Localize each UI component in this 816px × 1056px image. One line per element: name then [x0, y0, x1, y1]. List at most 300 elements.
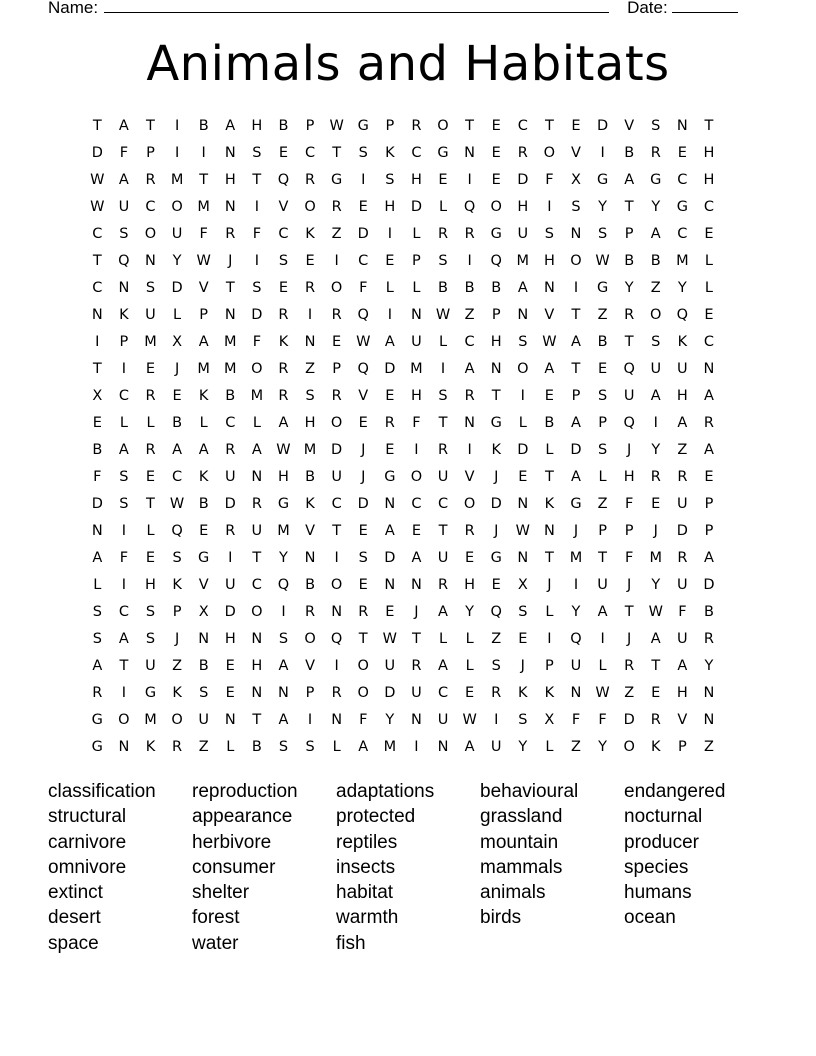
grid-letter[interactable]: F [678, 604, 687, 620]
grid-letter[interactable]: D [224, 604, 236, 620]
grid-letter[interactable]: W [90, 199, 105, 215]
grid-letter[interactable]: B [198, 658, 209, 674]
grid-letter[interactable]: S [252, 280, 262, 296]
grid-letter[interactable]: N [145, 253, 156, 269]
grid-letter[interactable]: W [196, 253, 211, 269]
grid-letter[interactable]: C [278, 226, 289, 242]
grid-letter[interactable]: M [144, 712, 157, 728]
grid-letter[interactable]: L [704, 253, 713, 269]
grid-letter[interactable]: N [464, 145, 476, 161]
grid-letter[interactable]: I [494, 712, 499, 728]
grid-letter[interactable]: I [281, 604, 286, 620]
grid-letter[interactable]: H [543, 253, 555, 269]
grid-letter[interactable]: B [251, 739, 262, 755]
grid-letter[interactable]: I [547, 199, 552, 215]
grid-letter[interactable]: G [357, 118, 369, 134]
grid-letter[interactable]: N [251, 685, 263, 701]
grid-letter[interactable]: R [464, 523, 475, 539]
grid-letter[interactable]: I [440, 361, 446, 377]
grid-letter[interactable]: D [384, 361, 396, 377]
grid-letter[interactable]: X [544, 712, 555, 728]
grid-letter[interactable]: M [410, 361, 423, 377]
grid-letter[interactable]: E [225, 685, 235, 701]
grid-letter[interactable]: R [437, 442, 449, 458]
grid-letter[interactable]: M [144, 334, 157, 350]
grid-letter[interactable]: R [145, 388, 156, 404]
grid-letter[interactable]: D [357, 496, 369, 512]
grid-letter[interactable]: L [598, 658, 607, 674]
grid-letter[interactable]: N [304, 550, 316, 566]
grid-letter[interactable]: S [518, 712, 528, 728]
grid-letter[interactable]: G [144, 685, 157, 701]
grid-letter[interactable]: T [544, 118, 554, 134]
grid-letter[interactable]: Y [677, 280, 687, 296]
grid-letter[interactable]: P [412, 253, 421, 269]
grid-letter[interactable]: F [412, 415, 421, 431]
grid-letter[interactable]: T [544, 550, 554, 566]
grid-letter[interactable]: O [330, 577, 343, 593]
grid-letter[interactable]: L [93, 577, 102, 593]
grid-letter[interactable]: U [677, 361, 688, 377]
grid-letter[interactable]: E [704, 307, 714, 323]
grid-letter[interactable]: D [91, 145, 103, 161]
grid-letter[interactable]: A [118, 172, 129, 188]
grid-letter[interactable]: S [172, 550, 182, 566]
grid-letter[interactable]: K [145, 739, 156, 755]
grid-letter[interactable]: N [118, 739, 130, 755]
grid-letter[interactable]: I [600, 631, 605, 647]
grid-letter[interactable]: Z [305, 361, 316, 377]
grid-letter[interactable]: T [358, 631, 368, 647]
grid-letter[interactable]: A [677, 415, 688, 431]
grid-letter[interactable]: Z [650, 280, 661, 296]
grid-letter[interactable]: S [199, 685, 209, 701]
grid-letter[interactable]: R [411, 118, 422, 134]
grid-letter[interactable]: S [145, 604, 156, 620]
grid-letter[interactable]: R [145, 172, 156, 188]
grid-letter[interactable]: T [704, 118, 714, 134]
grid-letter[interactable]: P [332, 361, 342, 377]
grid-letter[interactable]: Q [277, 577, 290, 593]
grid-letter[interactable]: S [119, 226, 129, 242]
grid-letter[interactable]: I [361, 172, 366, 188]
grid-letter[interactable]: E [385, 604, 395, 620]
grid-letter[interactable]: P [305, 685, 315, 701]
grid-letter[interactable]: J [547, 577, 552, 593]
grid-letter[interactable]: A [411, 550, 422, 566]
grid-letter[interactable]: T [225, 280, 235, 296]
grid-letter[interactable]: B [305, 577, 316, 593]
grid-letter[interactable]: I [254, 199, 259, 215]
grid-letter[interactable]: E [571, 118, 581, 134]
grid-letter[interactable]: U [677, 577, 688, 593]
grid-letter[interactable]: D [224, 496, 236, 512]
grid-letter[interactable]: A [92, 550, 103, 566]
grid-letter[interactable]: F [359, 712, 368, 728]
grid-letter[interactable]: S [438, 253, 448, 269]
grid-letter[interactable]: E [465, 685, 475, 701]
grid-letter[interactable]: T [119, 658, 129, 674]
grid-letter[interactable]: A [92, 658, 103, 674]
grid-letter[interactable]: C [92, 226, 103, 242]
grid-letter[interactable]: K [172, 577, 182, 593]
grid-letter[interactable]: B [464, 280, 475, 296]
grid-letter[interactable]: Y [598, 199, 607, 215]
grid-letter[interactable]: J [494, 469, 499, 485]
grid-letter[interactable]: D [490, 496, 502, 512]
grid-letter[interactable]: P [598, 415, 607, 431]
grid-letter[interactable]: S [597, 226, 608, 242]
grid-letter[interactable]: T [598, 550, 607, 566]
grid-letter[interactable]: T [199, 172, 209, 188]
grid-letter[interactable]: X [198, 604, 209, 620]
grid-letter[interactable]: R [225, 523, 236, 539]
grid-letter[interactable]: J [627, 631, 632, 647]
grid-letter[interactable]: I [467, 253, 472, 269]
grid-letter[interactable]: M [224, 334, 237, 350]
grid-letter[interactable]: R [251, 496, 262, 512]
grid-letter[interactable]: P [571, 388, 581, 404]
grid-letter[interactable]: S [597, 388, 608, 404]
grid-letter[interactable]: T [146, 496, 155, 512]
grid-letter[interactable]: J [228, 253, 233, 269]
grid-letter[interactable]: A [198, 442, 209, 458]
grid-letter[interactable]: N [517, 496, 529, 512]
grid-letter[interactable]: S [92, 604, 102, 620]
grid-letter[interactable]: P [385, 118, 395, 134]
grid-letter[interactable]: Y [651, 577, 661, 593]
grid-letter[interactable]: N [703, 685, 715, 701]
grid-letter[interactable]: W [595, 253, 610, 269]
grid-letter[interactable]: B [92, 442, 103, 458]
grid-letter[interactable]: O [650, 307, 662, 323]
grid-letter[interactable]: L [146, 415, 155, 431]
grid-letter[interactable]: M [383, 739, 397, 755]
grid-letter[interactable]: O [171, 712, 183, 728]
grid-letter[interactable]: P [704, 496, 714, 512]
grid-letter[interactable]: H [145, 577, 156, 593]
grid-letter[interactable]: E [332, 334, 342, 350]
grid-letter[interactable]: D [357, 226, 369, 242]
grid-letter[interactable]: Q [490, 253, 502, 269]
grid-letter[interactable]: H [224, 631, 236, 647]
grid-letter[interactable]: U [224, 469, 236, 485]
grid-letter[interactable]: I [121, 361, 127, 377]
grid-letter[interactable]: H [703, 172, 715, 188]
grid-letter[interactable]: R [225, 226, 236, 242]
grid-letter[interactable]: O [357, 685, 369, 701]
grid-letter[interactable]: E [385, 253, 395, 269]
grid-letter[interactable]: W [276, 442, 291, 458]
grid-letter[interactable]: Q [330, 631, 343, 647]
grid-letter[interactable]: I [467, 172, 472, 188]
grid-letter[interactable]: K [544, 685, 555, 701]
grid-letter[interactable]: R [278, 388, 289, 404]
grid-letter[interactable]: O [357, 658, 369, 674]
grid-letter[interactable]: E [465, 550, 475, 566]
grid-letter[interactable]: E [491, 145, 501, 161]
grid-letter[interactable]: A [118, 631, 129, 647]
grid-letter[interactable]: G [570, 496, 582, 512]
grid-letter[interactable]: R [305, 172, 316, 188]
grid-letter[interactable]: O [144, 226, 157, 242]
grid-letter[interactable]: K [305, 496, 315, 512]
grid-letter[interactable]: K [491, 442, 501, 458]
grid-letter[interactable]: A [225, 118, 236, 134]
grid-letter[interactable]: N [251, 469, 263, 485]
grid-letter[interactable]: L [545, 604, 554, 620]
grid-letter[interactable]: K [198, 388, 209, 404]
grid-letter[interactable]: G [490, 226, 502, 242]
grid-letter[interactable]: M [569, 550, 583, 566]
grid-letter[interactable]: T [252, 172, 262, 188]
grid-letter[interactable]: Q [118, 253, 130, 269]
grid-letter[interactable]: T [252, 550, 262, 566]
grid-letter[interactable]: R [92, 685, 103, 701]
grid-letter[interactable]: I [254, 253, 259, 269]
grid-letter[interactable]: T [571, 361, 581, 377]
grid-letter[interactable]: D [171, 280, 183, 296]
grid-letter[interactable]: Y [571, 604, 581, 620]
grid-letter[interactable]: C [225, 415, 236, 431]
grid-letter[interactable]: Q [623, 361, 635, 377]
grid-letter[interactable]: O [304, 631, 316, 647]
grid-letter[interactable]: R [331, 199, 342, 215]
grid-letter[interactable]: Z [198, 739, 209, 755]
grid-letter[interactable]: C [703, 334, 715, 350]
grid-letter[interactable]: C [517, 118, 528, 134]
grid-letter[interactable]: T [332, 145, 342, 161]
grid-letter[interactable]: R [624, 307, 635, 323]
grid-letter[interactable]: J [627, 442, 632, 458]
grid-letter[interactable]: J [494, 523, 499, 539]
grid-letter[interactable]: D [410, 199, 422, 215]
grid-letter[interactable]: N [703, 712, 715, 728]
grid-letter[interactable]: D [517, 442, 529, 458]
grid-letter[interactable]: N [517, 307, 529, 323]
grid-letter[interactable]: Z [703, 739, 714, 755]
grid-letter[interactable]: B [225, 388, 236, 404]
grid-letter[interactable]: Z [677, 442, 688, 458]
grid-letter[interactable]: C [331, 496, 342, 512]
grid-letter[interactable]: L [438, 631, 448, 647]
grid-letter[interactable]: D [91, 496, 103, 512]
grid-letter[interactable]: B [650, 253, 661, 269]
grid-letter[interactable]: P [119, 334, 129, 350]
grid-letter[interactable]: P [305, 118, 315, 134]
grid-letter[interactable]: R [517, 145, 528, 161]
grid-letter[interactable]: U [171, 226, 183, 242]
grid-letter[interactable]: O [623, 739, 635, 755]
grid-letter[interactable]: E [358, 577, 368, 593]
grid-letter[interactable]: T [332, 523, 342, 539]
grid-letter[interactable]: H [384, 199, 396, 215]
grid-letter[interactable]: G [91, 712, 103, 728]
grid-letter[interactable]: N [251, 631, 263, 647]
grid-letter[interactable]: H [224, 172, 236, 188]
grid-letter[interactable]: L [545, 442, 554, 458]
grid-letter[interactable]: E [172, 388, 182, 404]
grid-letter[interactable]: K [677, 334, 688, 350]
grid-letter[interactable]: S [358, 145, 368, 161]
grid-letter[interactable]: A [464, 739, 475, 755]
grid-letter[interactable]: I [121, 577, 127, 593]
grid-letter[interactable]: B [278, 118, 289, 134]
grid-letter[interactable]: I [334, 253, 339, 269]
grid-letter[interactable]: G [490, 415, 502, 431]
grid-letter[interactable]: N [410, 307, 422, 323]
grid-letter[interactable]: B [703, 604, 714, 620]
grid-letter[interactable]: R [437, 577, 449, 593]
grid-letter[interactable]: I [121, 685, 127, 701]
grid-letter[interactable]: M [516, 253, 530, 269]
grid-letter[interactable]: B [305, 469, 316, 485]
grid-letter[interactable]: C [677, 226, 688, 242]
grid-letter[interactable]: C [118, 604, 129, 620]
grid-letter[interactable]: B [491, 280, 502, 296]
grid-letter[interactable]: E [411, 523, 421, 539]
grid-letter[interactable]: A [278, 658, 289, 674]
grid-letter[interactable]: Q [570, 631, 582, 647]
grid-letter[interactable]: J [653, 523, 658, 539]
grid-letter[interactable]: Z [172, 658, 183, 674]
grid-letter[interactable]: H [251, 118, 263, 134]
grid-letter[interactable]: L [199, 415, 208, 431]
grid-letter[interactable]: O [437, 118, 449, 134]
grid-letter[interactable]: I [307, 307, 313, 323]
grid-letter[interactable]: V [198, 280, 209, 296]
grid-letter[interactable]: L [252, 415, 261, 431]
grid-letter[interactable]: G [490, 550, 502, 566]
grid-letter[interactable]: I [334, 658, 339, 674]
grid-letter[interactable]: Q [623, 415, 635, 431]
grid-letter[interactable]: S [278, 631, 289, 647]
grid-letter[interactable]: V [305, 523, 315, 539]
grid-letter[interactable]: M [277, 523, 290, 539]
grid-letter[interactable]: D [251, 307, 263, 323]
grid-letter[interactable]: J [520, 658, 525, 674]
grid-letter[interactable]: X [571, 172, 581, 188]
grid-letter[interactable]: J [627, 577, 632, 593]
grid-letter[interactable]: J [174, 361, 180, 377]
grid-letter[interactable]: S [145, 280, 156, 296]
grid-letter[interactable]: L [332, 739, 341, 755]
grid-letter[interactable]: A [278, 712, 289, 728]
grid-letter[interactable]: D [676, 523, 688, 539]
grid-letter[interactable]: H [278, 469, 289, 485]
grid-letter[interactable]: I [228, 550, 233, 566]
grid-letter[interactable]: D [623, 712, 635, 728]
grid-letter[interactable]: Q [357, 307, 369, 323]
grid-letter[interactable]: J [361, 469, 366, 485]
grid-letter[interactable]: M [197, 361, 210, 377]
grid-letter[interactable]: G [596, 280, 609, 296]
grid-letter[interactable]: H [676, 685, 688, 701]
grid-letter[interactable]: B [172, 415, 183, 431]
grid-letter[interactable]: S [597, 442, 608, 458]
grid-letter[interactable]: G [91, 739, 103, 755]
grid-letter[interactable]: N [91, 307, 103, 323]
grid-letter[interactable]: R [172, 739, 183, 755]
grid-letter[interactable]: Y [598, 739, 607, 755]
grid-letter[interactable]: R [331, 685, 342, 701]
grid-letter[interactable]: R [437, 226, 449, 242]
grid-letter[interactable]: S [544, 226, 554, 242]
grid-letter[interactable]: O [171, 199, 183, 215]
grid-letter[interactable]: U [145, 307, 156, 323]
grid-letter[interactable]: K [172, 685, 182, 701]
grid-letter[interactable]: R [225, 442, 236, 458]
grid-letter[interactable]: N [437, 739, 449, 755]
grid-letter[interactable]: N [410, 577, 422, 593]
grid-letter[interactable]: V [544, 307, 555, 323]
grid-letter[interactable]: D [331, 442, 343, 458]
date-blank[interactable] [672, 0, 738, 13]
grid-letter[interactable]: F [359, 280, 368, 296]
grid-letter[interactable]: F [545, 172, 554, 188]
grid-letter[interactable]: P [199, 307, 209, 323]
grid-letter[interactable]: D [384, 550, 396, 566]
grid-letter[interactable]: U [597, 577, 608, 593]
grid-letter[interactable]: H [464, 577, 476, 593]
grid-letter[interactable]: A [703, 550, 714, 566]
grid-letter[interactable]: S [252, 145, 262, 161]
grid-letter[interactable]: T [544, 469, 554, 485]
grid-letter[interactable]: T [92, 361, 102, 377]
grid-letter[interactable]: N [198, 631, 210, 647]
grid-letter[interactable]: G [650, 172, 662, 188]
grid-letter[interactable]: E [145, 469, 156, 485]
grid-letter[interactable]: L [465, 631, 474, 647]
grid-letter[interactable]: I [121, 523, 127, 539]
grid-letter[interactable]: C [92, 280, 103, 296]
grid-letter[interactable]: S [119, 469, 129, 485]
grid-letter[interactable]: Q [490, 604, 502, 620]
grid-letter[interactable]: O [463, 496, 476, 512]
grid-letter[interactable]: A [544, 361, 555, 377]
grid-letter[interactable]: K [119, 307, 129, 323]
grid-letter[interactable]: C [304, 145, 316, 161]
grid-letter[interactable]: O [410, 469, 423, 485]
grid-letter[interactable]: U [490, 739, 502, 755]
grid-letter[interactable]: O [118, 712, 130, 728]
grid-letter[interactable]: Z [464, 307, 475, 323]
grid-letter[interactable]: E [92, 415, 102, 431]
grid-letter[interactable]: W [90, 172, 105, 188]
grid-letter[interactable]: H [410, 172, 422, 188]
grid-letter[interactable]: K [651, 739, 661, 755]
grid-letter[interactable]: O [251, 361, 263, 377]
grid-letter[interactable]: B [198, 496, 209, 512]
grid-letter[interactable]: P [146, 145, 155, 161]
grid-letter[interactable]: N [118, 280, 130, 296]
grid-letter[interactable]: E [518, 469, 528, 485]
grid-letter[interactable]: W [382, 631, 397, 647]
grid-letter[interactable]: U [224, 577, 236, 593]
grid-letter[interactable]: A [597, 604, 608, 620]
grid-letter[interactable]: T [252, 712, 262, 728]
grid-letter[interactable]: R [464, 226, 475, 242]
grid-letter[interactable]: Z [597, 307, 608, 323]
grid-letter[interactable]: G [277, 496, 290, 512]
grid-letter[interactable]: J [361, 442, 366, 458]
grid-letter[interactable]: R [677, 550, 688, 566]
grid-letter[interactable]: C [411, 496, 422, 512]
grid-letter[interactable]: V [624, 118, 635, 134]
grid-letter[interactable]: H [676, 388, 688, 404]
grid-letter[interactable]: E [305, 253, 315, 269]
grid-letter[interactable]: N [464, 415, 476, 431]
